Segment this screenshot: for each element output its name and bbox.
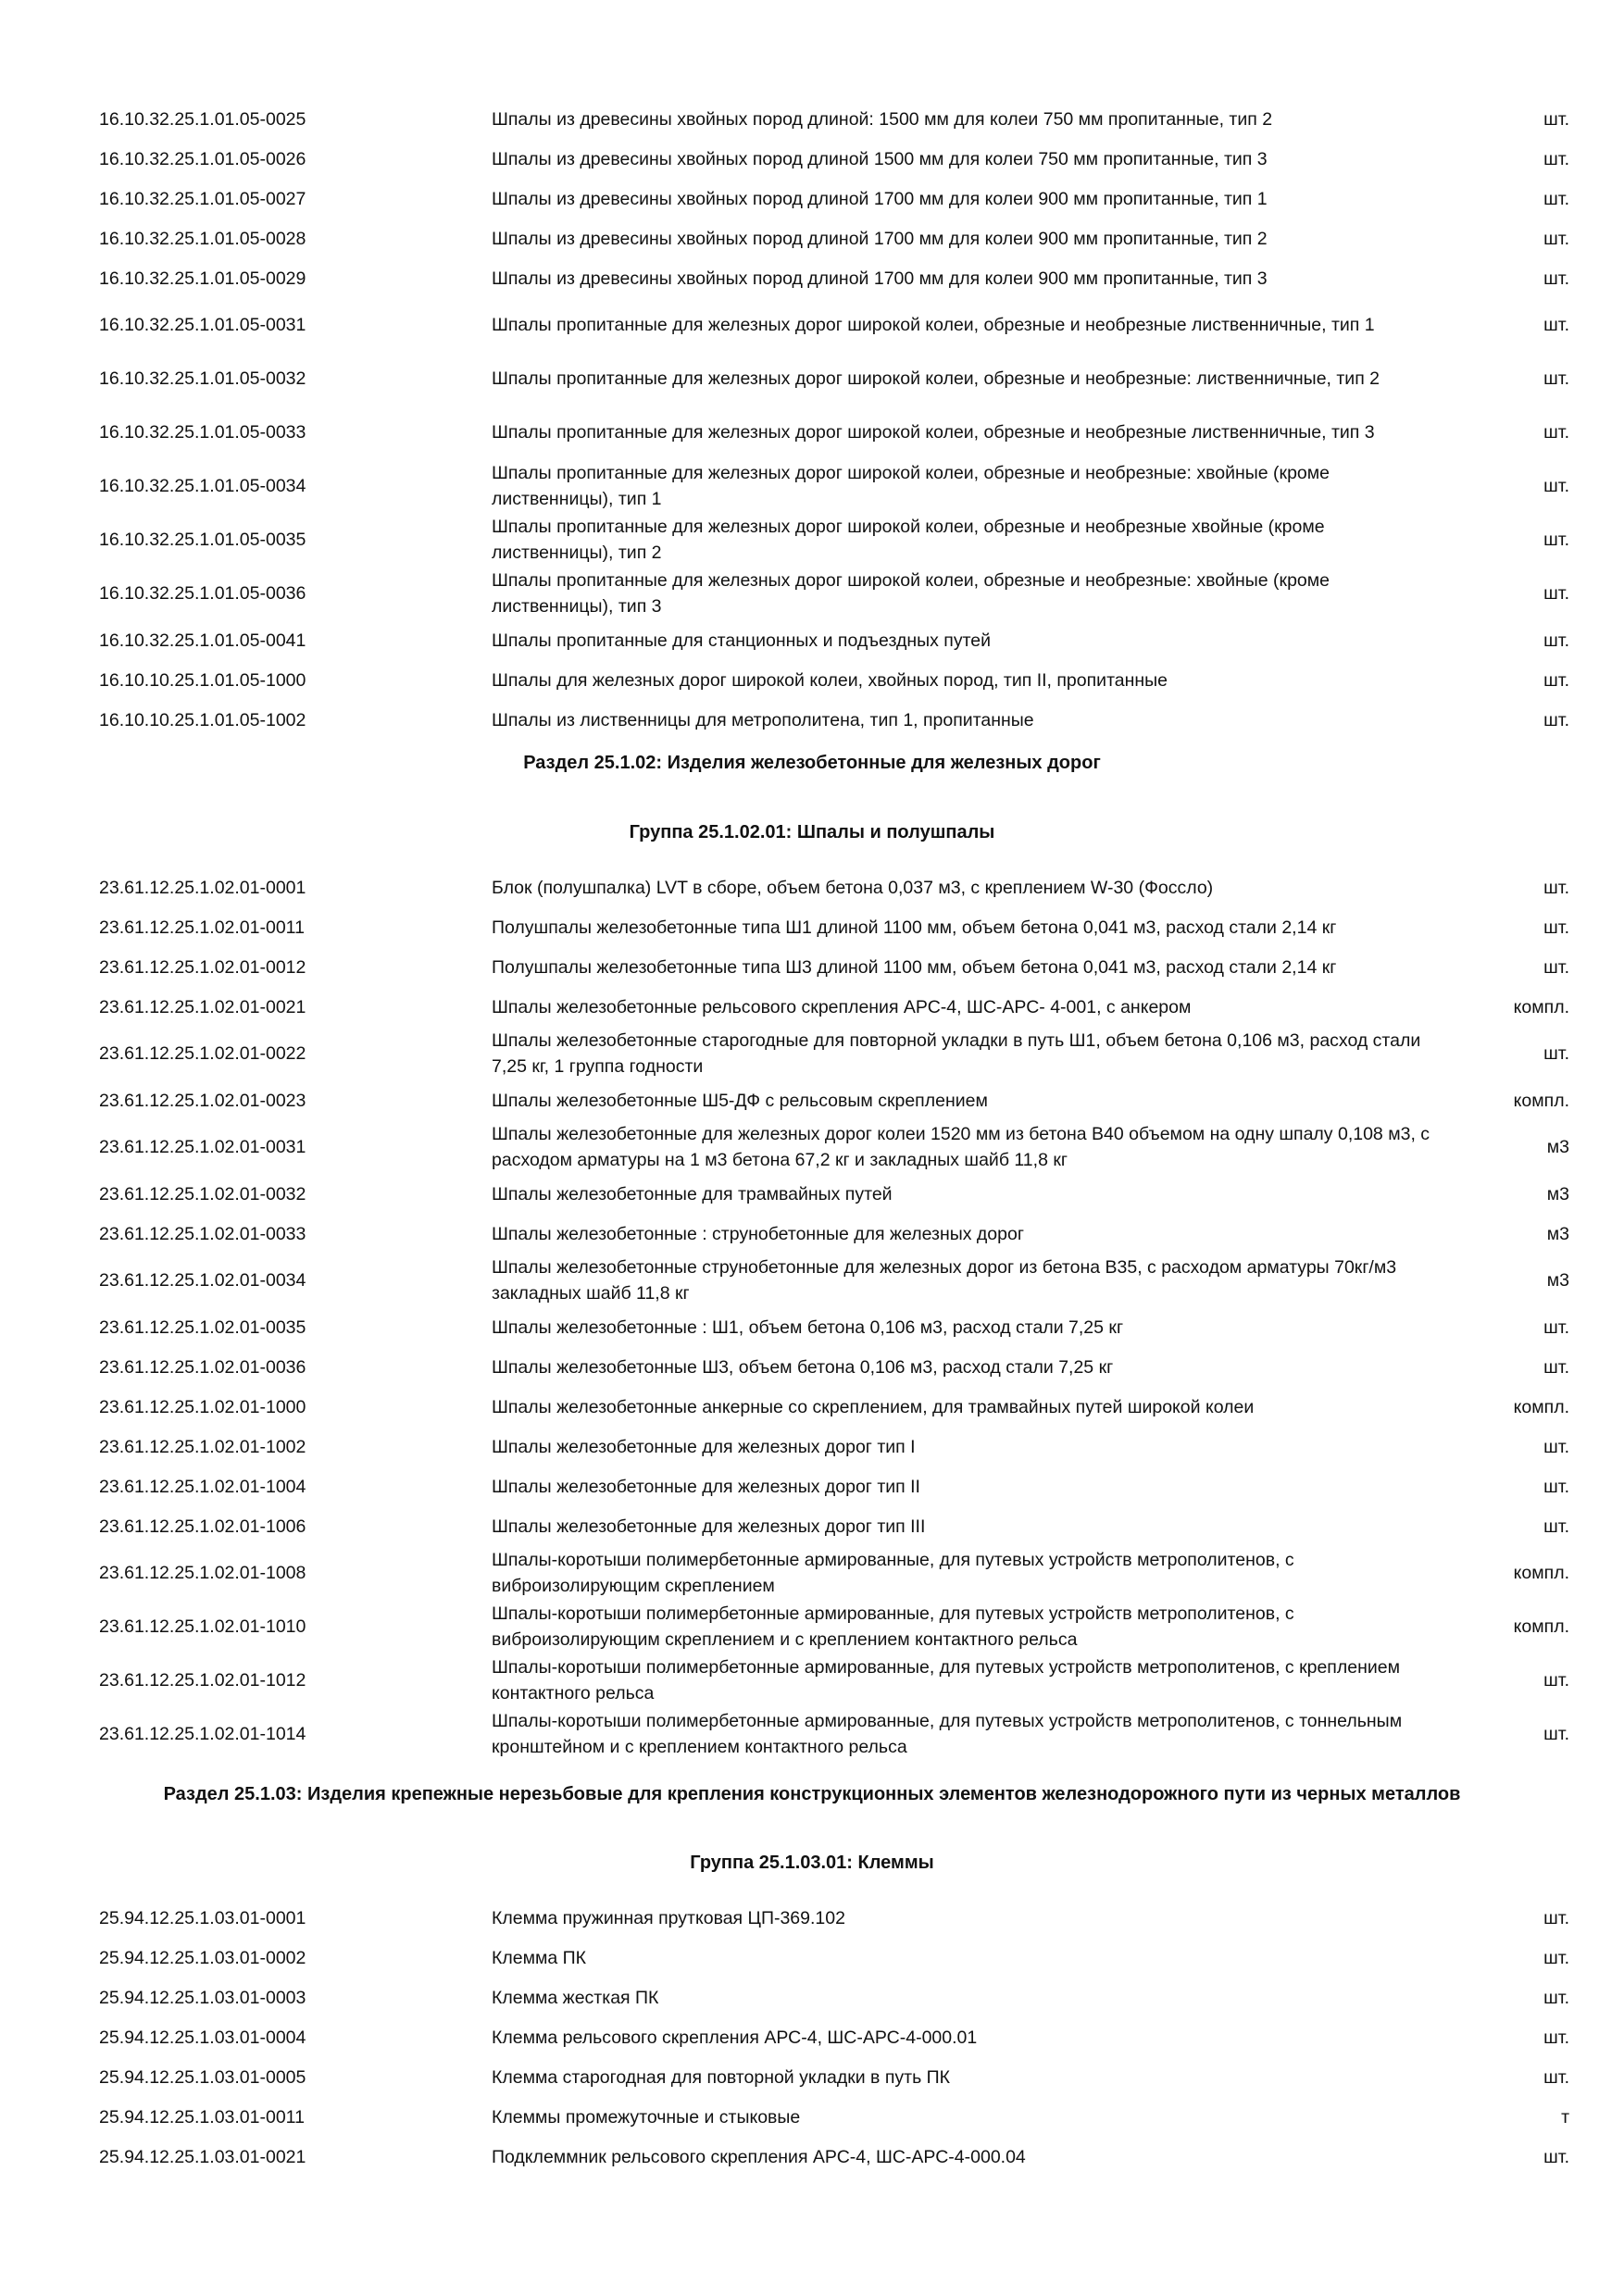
row-code: 23.61.12.25.1.02.01-1012 — [99, 1670, 306, 1691]
row-name: Шпалы железобетонные для железных дорог колеи 1520 мм из бетона В40 объемом на одну шпалу 0,108 м3, с расходом арматуры на 1 м3 бетона 67,2 кг и закладных шайб 11,8 кг — [492, 1124, 1430, 1170]
row-code: 23.61.12.25.1.02.01-0033 — [99, 1223, 306, 1244]
row-unit: компл. — [1513, 996, 1569, 1017]
row-name: Подклеммник рельсового скрепления АРС-4, ШС-АРС-4-000.04 — [492, 2146, 1026, 2167]
row-unit: шт. — [1543, 422, 1569, 443]
row-name: Шпалы-коротыши полимербетонные армированные, для путевых устройств метрополитенов, с тоннельным кронштейном и с креплением контактного рельса — [492, 1711, 1403, 1757]
table-row — [99, 1506, 1569, 1546]
table-row — [99, 258, 1569, 298]
row-code: 16.10.32.25.1.01.05-0036 — [99, 583, 306, 604]
row-name: Шпалы пропитанные для железных дорог широкой колеи, обрезные и необрезные лиственничные, тип 1 — [492, 315, 1375, 335]
row-code: 23.61.12.25.1.02.01-1014 — [99, 1724, 306, 1744]
row-name: Шпалы пропитанные для железных дорог широкой колеи, обрезные и необрезные лиственничные, тип 3 — [492, 422, 1375, 443]
table-row — [99, 1653, 1569, 1707]
row-name: Шпалы железобетонные для железных дорог тип III — [492, 1516, 926, 1537]
row-name: Шпалы железобетонные старогодные для повторной укладки в путь Ш1, объем бетона 0,106 м3, расход стали 7,25 кг, 1 группа годности — [492, 1030, 1421, 1077]
row-unit: компл. — [1513, 1090, 1569, 1111]
section-heading: Раздел 25.1.03: Изделия крепежные нерезьбовые для крепления конструкционных элементов железнодорожного пути из черных металлов — [163, 1784, 1461, 1804]
row-unit: шт. — [1543, 877, 1569, 898]
row-code: 16.10.32.25.1.01.05-0033 — [99, 422, 306, 443]
row-code: 25.94.12.25.1.03.01-0001 — [99, 1907, 306, 1928]
row-code: 16.10.32.25.1.01.05-0026 — [99, 148, 306, 169]
row-unit: шт. — [1543, 228, 1569, 249]
row-unit: шт. — [1543, 630, 1569, 651]
table-row — [99, 947, 1569, 987]
table-row — [99, 1080, 1569, 1120]
row-code: 16.10.32.25.1.01.05-0028 — [99, 228, 306, 249]
row-code: 16.10.32.25.1.01.05-0032 — [99, 368, 306, 389]
table-row — [99, 907, 1569, 947]
row-name: Клемма ПК — [492, 1947, 587, 1968]
row-name: Полушпалы железобетонные типа Ш1 длиной 1100 мм, объем бетона 0,041 м3, расход стали 2,14 кг — [492, 917, 1337, 938]
row-unit: шт. — [1543, 315, 1569, 335]
table-row — [99, 1254, 1569, 1307]
section-heading: Раздел 25.1.02: Изделия железобетонные для железных дорог — [523, 753, 1101, 773]
row-unit: шт. — [1543, 1724, 1569, 1744]
row-unit: шт. — [1543, 368, 1569, 389]
row-name: Шпалы железобетонные для железных дорог тип II — [492, 1476, 920, 1497]
row-unit: шт. — [1543, 669, 1569, 691]
row-code: 25.94.12.25.1.03.01-0005 — [99, 2066, 306, 2088]
table-row — [99, 1120, 1569, 1174]
row-name: Шпалы-коротыши полимербетонные армированные, для путевых устройств метрополитенов, с креплением контактного рельса — [492, 1657, 1400, 1703]
row-name: Шпалы для железных дорог широкой колеи, хвойных пород, тип II, пропитанные — [492, 669, 1168, 691]
row-unit: шт. — [1543, 188, 1569, 209]
row-name: Шпалы пропитанные для железных дорог широкой колеи, обрезные и необрезные: хвойные (кроме лиственницы), тип 3 — [492, 570, 1330, 617]
table-row — [99, 620, 1569, 660]
row-code: 23.61.12.25.1.02.01-0036 — [99, 1356, 306, 1378]
table-row — [99, 459, 1569, 513]
row-unit: шт. — [1543, 2066, 1569, 2088]
row-code: 16.10.32.25.1.01.05-0025 — [99, 108, 306, 130]
row-unit: т — [1561, 2106, 1569, 2128]
row-name: Шпалы пропитанные для железных дорог широкой колеи, обрезные и необрезные хвойные (кроме лиственницы), тип 2 — [492, 517, 1325, 563]
row-code: 23.61.12.25.1.02.01-0012 — [99, 956, 306, 978]
row-name: Шпалы железобетонные : струнобетонные для железных дорог — [492, 1223, 1024, 1244]
row-name: Шпалы железобетонные струнобетонные для железных дорог из бетона В35, с расходом арматуры 70кг/м3 закладных шайб 11,8 кг — [492, 1257, 1397, 1304]
group-heading: Группа 25.1.03.01: Клеммы — [690, 1853, 934, 1873]
row-name: Клеммы промежуточные и стыковые — [492, 2106, 801, 2128]
row-code: 23.61.12.25.1.02.01-0021 — [99, 996, 306, 1017]
row-code: 16.10.10.25.1.01.05-1002 — [99, 709, 306, 730]
row-unit: компл. — [1513, 1616, 1569, 1637]
row-unit: шт. — [1543, 1356, 1569, 1378]
row-unit: шт. — [1543, 1316, 1569, 1338]
row-name: Шпалы железобетонные : Ш1, объем бетона 0,106 м3, расход стали 7,25 кг — [492, 1316, 1124, 1338]
row-name: Блок (полушпалка) LVT в сборе, объем бетона 0,037 м3, с креплением W-30 (Фоссло) — [492, 877, 1214, 898]
row-unit: шт. — [1543, 1987, 1569, 2008]
row-unit: м3 — [1546, 1223, 1569, 1244]
table-row — [99, 1600, 1569, 1653]
table-row — [99, 660, 1569, 700]
row-unit: шт. — [1543, 956, 1569, 978]
row-name: Шпалы-коротыши полимербетонные армированные, для путевых устройств метрополитенов, с виброизолирующим скреплением — [492, 1550, 1294, 1596]
table-row — [99, 298, 1569, 352]
row-code: 23.61.12.25.1.02.01-0031 — [99, 1137, 306, 1157]
table-row — [99, 1546, 1569, 1600]
table-row — [99, 2137, 1569, 2177]
row-code: 25.94.12.25.1.03.01-0002 — [99, 1947, 306, 1968]
table-row — [99, 1898, 1569, 1938]
row-code: 16.10.32.25.1.01.05-0029 — [99, 268, 306, 289]
row-unit: шт. — [1543, 1516, 1569, 1537]
group-heading: Группа 25.1.02.01: Шпалы и полушпалы — [629, 822, 995, 842]
row-code: 23.61.12.25.1.02.01-1008 — [99, 1563, 306, 1583]
table-block-3 — [99, 1898, 1569, 2177]
row-unit: шт. — [1543, 268, 1569, 289]
row-unit: шт. — [1543, 709, 1569, 730]
row-code: 23.61.12.25.1.02.01-0023 — [99, 1090, 306, 1111]
row-unit: шт. — [1543, 1907, 1569, 1928]
row-code: 23.61.12.25.1.02.01-0035 — [99, 1316, 306, 1338]
table-row — [99, 2017, 1569, 2057]
row-unit: м3 — [1546, 1137, 1569, 1157]
row-code: 23.61.12.25.1.02.01-0034 — [99, 1270, 306, 1291]
table-row — [99, 1978, 1569, 2017]
table-row — [99, 1214, 1569, 1254]
row-name: Шпалы из древесины хвойных пород длиной 1500 мм для колеи 750 мм пропитанные, тип 3 — [492, 148, 1268, 169]
row-unit: шт. — [1543, 917, 1569, 938]
row-code: 16.10.10.25.1.01.05-1000 — [99, 669, 306, 691]
row-code: 16.10.32.25.1.01.05-0041 — [99, 630, 306, 651]
row-unit: шт. — [1543, 1476, 1569, 1497]
row-unit: шт. — [1543, 2146, 1569, 2167]
row-name: Клемма рельсового скрепления АРС-4, ШС-АРС-4-000.01 — [492, 2027, 978, 2048]
table-row — [99, 218, 1569, 258]
table-row — [99, 513, 1569, 567]
table-row — [99, 179, 1569, 218]
table-row — [99, 1707, 1569, 1761]
table-row — [99, 987, 1569, 1027]
table-row — [99, 1387, 1569, 1427]
row-name: Шпалы из древесины хвойных пород длиной 1700 мм для колеи 900 мм пропитанные, тип 3 — [492, 268, 1268, 289]
row-unit: шт. — [1543, 2027, 1569, 2048]
table-row — [99, 139, 1569, 179]
row-name: Полушпалы железобетонные типа Ш3 длиной 1100 мм, объем бетона 0,041 м3, расход стали 2,14 кг — [492, 956, 1337, 978]
row-code: 23.61.12.25.1.02.01-0032 — [99, 1183, 306, 1204]
row-code: 16.10.32.25.1.01.05-0031 — [99, 315, 306, 335]
row-name: Шпалы-коротыши полимербетонные армированные, для путевых устройств метрополитенов, с виброизолирующим скреплением и с креплением контактного рельса — [492, 1603, 1294, 1650]
table-row — [99, 1347, 1569, 1387]
row-name: Шпалы из древесины хвойных пород длиной: 1500 мм для колеи 750 мм пропитанные, тип 2 — [492, 108, 1273, 130]
row-name: Шпалы пропитанные для железных дорог широкой колеи, обрезные и необрезные: хвойные (кроме лиственницы), тип 1 — [492, 463, 1330, 509]
row-code: 23.61.12.25.1.02.01-1002 — [99, 1436, 306, 1457]
table-row — [99, 1027, 1569, 1080]
row-code: 16.10.32.25.1.01.05-0027 — [99, 188, 306, 209]
row-name: Шпалы железобетонные рельсового скрепления АРС-4, ШС-АРС- 4-001, с анкером — [492, 996, 1192, 1017]
row-code: 23.61.12.25.1.02.01-1000 — [99, 1396, 306, 1417]
table-row — [99, 1307, 1569, 1347]
table-row — [99, 567, 1569, 620]
row-name: Шпалы из лиственницы для метрополитена, тип 1, пропитанные — [492, 709, 1034, 730]
row-code: 25.94.12.25.1.03.01-0003 — [99, 1987, 306, 2008]
row-name: Шпалы железобетонные Ш5-ДФ с рельсовым скреплением — [492, 1090, 988, 1111]
table-row — [99, 867, 1569, 907]
row-unit: шт. — [1543, 108, 1569, 130]
table-row — [99, 1466, 1569, 1506]
table-row — [99, 2097, 1569, 2137]
row-code: 23.61.12.25.1.02.01-1006 — [99, 1516, 306, 1537]
row-unit: шт. — [1543, 1436, 1569, 1457]
row-code: 23.61.12.25.1.02.01-0022 — [99, 1043, 306, 1064]
table-row — [99, 406, 1569, 459]
row-name: Шпалы железобетонные для трамвайных путей — [492, 1183, 893, 1204]
row-name: Клемма пружинная прутковая ЦП-369.102 — [492, 1907, 845, 1928]
row-code: 25.94.12.25.1.03.01-0011 — [99, 2106, 305, 2128]
row-code: 25.94.12.25.1.03.01-0004 — [99, 2027, 306, 2048]
row-code: 25.94.12.25.1.03.01-0021 — [99, 2146, 306, 2167]
row-name: Шпалы пропитанные для станционных и подъездных путей — [492, 630, 992, 651]
table-row — [99, 99, 1569, 139]
table-block-2 — [99, 867, 1569, 1761]
row-code: 23.61.12.25.1.02.01-0001 — [99, 877, 306, 898]
row-unit: м3 — [1546, 1183, 1569, 1204]
row-unit: м3 — [1546, 1270, 1569, 1291]
table-block-1 — [99, 99, 1569, 740]
row-unit: компл. — [1513, 1563, 1569, 1583]
row-name: Шпалы железобетонные для железных дорог тип I — [492, 1436, 916, 1457]
table-row — [99, 700, 1569, 740]
row-unit: шт. — [1543, 476, 1569, 496]
row-code: 23.61.12.25.1.02.01-0011 — [99, 917, 305, 938]
table-row — [99, 352, 1569, 406]
table-row — [99, 1174, 1569, 1214]
row-name: Клемма жесткая ПК — [492, 1987, 659, 2008]
table-row — [99, 1427, 1569, 1466]
row-unit: шт. — [1543, 583, 1569, 604]
row-code: 23.61.12.25.1.02.01-1004 — [99, 1476, 306, 1497]
row-name: Шпалы пропитанные для железных дорог широкой колеи, обрезные и необрезные: лиственничные, тип 2 — [492, 368, 1380, 389]
row-unit: шт. — [1543, 1947, 1569, 1968]
row-code: 23.61.12.25.1.02.01-1010 — [99, 1616, 306, 1637]
row-unit: шт. — [1543, 530, 1569, 550]
table-row — [99, 1938, 1569, 1978]
row-name: Клемма старогодная для повторной укладки в путь ПК — [492, 2066, 951, 2088]
row-code: 16.10.32.25.1.01.05-0035 — [99, 530, 306, 550]
row-unit: шт. — [1543, 1043, 1569, 1064]
row-code: 16.10.32.25.1.01.05-0034 — [99, 476, 306, 496]
row-unit: шт. — [1543, 1670, 1569, 1691]
row-name: Шпалы железобетонные анкерные со скреплением, для трамвайных путей широкой колеи — [492, 1396, 1255, 1417]
row-unit: шт. — [1543, 148, 1569, 169]
row-name: Шпалы из древесины хвойных пород длиной 1700 мм для колеи 900 мм пропитанные, тип 2 — [492, 228, 1268, 249]
table-row — [99, 2057, 1569, 2097]
row-name: Шпалы из древесины хвойных пород длиной 1700 мм для колеи 900 мм пропитанные, тип 1 — [492, 188, 1268, 209]
row-unit: компл. — [1513, 1396, 1569, 1417]
row-name: Шпалы железобетонные Ш3, объем бетона 0,106 м3, расход стали 7,25 кг — [492, 1356, 1114, 1378]
